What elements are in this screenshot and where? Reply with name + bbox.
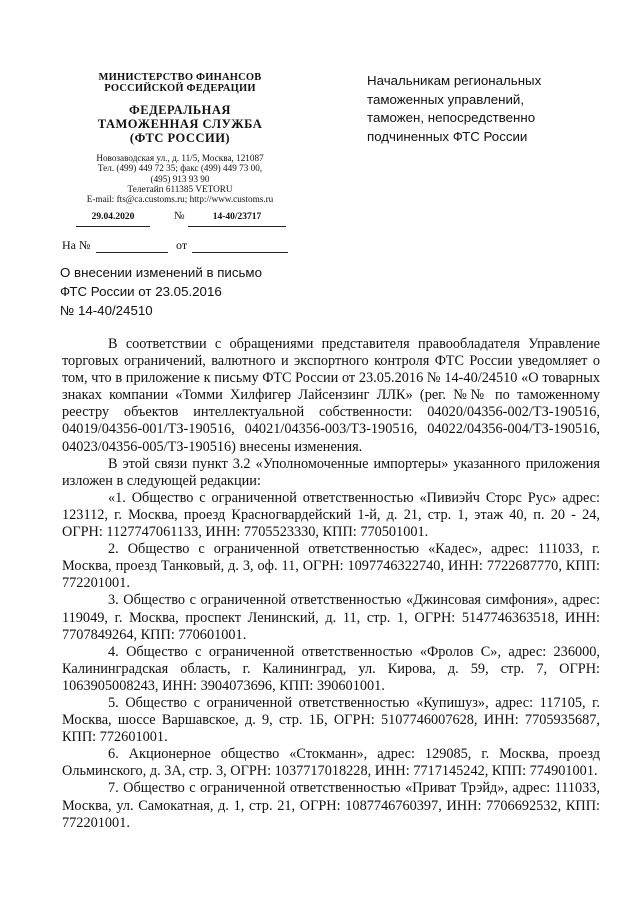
ministry-name (60, 72, 300, 94)
letter-subject: О внесении изменений в письмо ФТС России от 23.05.2016 № 14-40/24510 (60, 265, 262, 318)
service-address (60, 153, 300, 204)
reference-date-underline (192, 252, 288, 253)
recipient: Начальникам региональных таможенных управлений, таможен, непосредственно подчиненных ФТС России (367, 73, 542, 144)
letter-number: 14-40/23717 (212, 212, 262, 222)
address-line-2: Тел. (499) 449 72 35; факс (499) 449 73 00, (97, 163, 263, 174)
number-underline (188, 226, 286, 227)
address-line-1: Новозаводская ул., д. 11/5, Москва, 121087 (96, 153, 264, 163)
letter-date: 29.04.2020 (91, 212, 135, 222)
ministry-line-1: МИНИСТЕРСТВО ФИНАНСОВ (98, 72, 262, 83)
number-sign: № (174, 210, 185, 222)
reference-number-underline (96, 252, 168, 253)
importer-item-6: 6. Акционерное общество «Стокманн», адрес: 129085, г. Москва, проезд Ольминского, д. 3А, стр. 3, ОГРН: 1037717018228, ИНН: 7717145242, КПП: 774901001. (62, 746, 600, 780)
address-line-4: Телетайп 611385 VETORU (127, 183, 233, 194)
importer-item-1: «1. Общество с ограниченной ответственностью «Пивиэйч Сторс Рус» адрес: 123112, г. Москва, проезд Красногвардейский 1-й, д. 21, стр. 1, этаж 40, п. 20 - 24, ОГРН: 1127747061133, ИНН: 7705523330, КПП: 770501001. (62, 489, 600, 541)
date-underline (76, 226, 150, 227)
reference-number-label: На № (62, 238, 91, 252)
address-line-3: (495) 913 93 90 (150, 173, 210, 184)
service-line-2: ТАМОЖЕННАЯ СЛУЖБА (97, 117, 263, 131)
importer-item-4: 4. Общество с ограниченной ответственностью «Фролов С», адрес: 236000, Калининградская область, г. Калининград, ул. Кирова, д. 59, стр. 7, ОГРН: 1063905008243, ИНН: 3904073696, КПП: 390601001. (62, 643, 600, 694)
body-paragraph-intro: В соответствии с обращениями представителя правообладателя Управление торговых ограничений, валютного и экспортного контроля ФТС России уведомляет о том, что в приложение к письму ФТС России от 23.05.2016 № 14-40/24510 «О товарных знаках компании «Томми Хилфигер Лайсензинг ЛЛК» (рег. №№ по таможенному реестру объектов интеллектуальной собственности: 04020/04356-002/ТЗ-190516, 04019/04356-001/ТЗ-190516, 04021/04356-003/ТЗ-190516, 04022/04356-004/ТЗ-190516, 04023/04356-005/ТЗ-190516) внесены изменения. (62, 336, 600, 455)
ministry-line-2: РОССИЙСКОЙ ФЕДЕРАЦИИ (104, 83, 256, 94)
body-paragraph-clause: В этой связи пункт 3.2 «Уполномоченные импортеры» указанного приложения изложен в следующей редакции: (62, 455, 600, 489)
address-line-5: E-mail: fts@ca.customs.ru; http://www.customs.ru (86, 194, 274, 205)
reference-date-label: от (176, 238, 188, 252)
service-name (60, 103, 300, 145)
service-line-3: (ФТС РОССИИ) (129, 131, 231, 145)
service-line-1: ФЕДЕРАЛЬНАЯ (129, 103, 231, 117)
importer-item-2: 2. Общество с ограниченной ответственностью «Кадес», адрес: 111033, г. Москва, проезд Танковый, д. 3, оф. 11, ОГРН: 1097746322740, ИНН: 7722687770, КПП: 772201001. (62, 541, 600, 592)
letter-body (62, 336, 600, 832)
importer-item-3: 3. Общество с ограниченной ответственностью «Джинсовая симфония», адрес: 119049, г. Москва, проспект Ленинский, д. 11, стр. 1, ОГРН: 5147746363518, ИНН: 7707849264, КПП: 770601001. (62, 592, 600, 643)
importer-item-5: 5. Общество с ограниченной ответственностью «Купишуз», адрес: 117105, г. Москва, шоссе Варшавское, д. 9, стр. 1Б, ОГРН: 5107746007628, ИНН: 7705935687, КПП: 772601001. (62, 694, 600, 746)
importer-item-7: 7. Общество с ограниченной ответственностью «Приват Трэйд», адрес: 111033, Москва, ул. Самокатная, д. 1, стр. 21, ОГРН: 1087746760397, ИНН: 7706692532, КПП: 772201001. (62, 780, 600, 831)
